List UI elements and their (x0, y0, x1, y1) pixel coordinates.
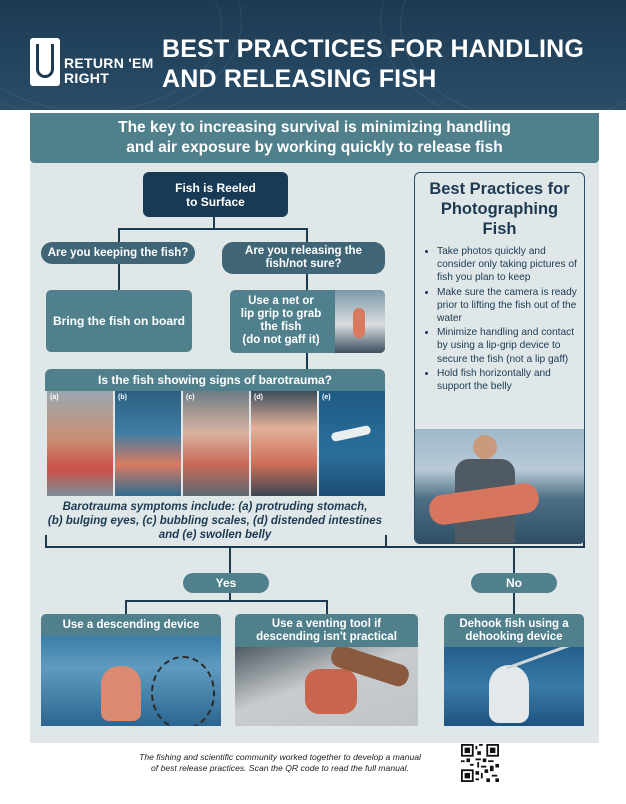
footer-text (120, 752, 440, 774)
barotrauma-photo-d (251, 391, 317, 496)
dehook-step (444, 614, 584, 647)
list-item: • Minimize handling and contact by using a lip-grip device to secure the fish (not a lip gaff) (437, 326, 583, 366)
qr-code-icon[interactable] (461, 744, 499, 782)
net-line-4: (do not gaff it) (242, 334, 320, 346)
symptoms-line-1: Barotrauma symptoms include: (a) protruding stomach, (62, 501, 368, 513)
start-line-1: Fish is Reeled (175, 180, 256, 195)
connector (118, 263, 120, 290)
connector (513, 593, 515, 614)
footer-line-1: The fishing and scientific community worked together to develop a manual (139, 752, 421, 762)
connector (306, 274, 308, 290)
fish-image (353, 308, 365, 338)
barotrauma-question-label: Is the fish showing signs of barotrauma? (97, 373, 333, 387)
list-item: • Hold fish horizontally and support the belly (437, 367, 583, 393)
title-line-1: BEST PRACTICES FOR HANDLING (162, 35, 585, 63)
photo-tips-sidebar (414, 172, 585, 544)
logo-text (64, 56, 154, 86)
key-message-banner (30, 113, 599, 163)
releasing-question (222, 242, 385, 274)
fish-image (101, 666, 141, 721)
bring-on-board-step (46, 290, 192, 352)
venting-line-1: Use a venting tool if (271, 617, 382, 630)
no-pill (471, 573, 557, 593)
yes-label: Yes (215, 576, 237, 590)
photo-label-d: (d) (254, 394, 263, 401)
net-line-2: lip grip to grab (240, 308, 322, 320)
barotrauma-photo-c (183, 391, 249, 496)
net-photo (335, 290, 385, 353)
descending-step (41, 614, 221, 636)
dehook-line-2: dehooking device (465, 630, 563, 643)
net-line-1: Use a net or (248, 295, 314, 307)
dehook-photo (444, 647, 584, 726)
connector (306, 353, 308, 369)
barotrauma-photo-e (319, 391, 385, 496)
footer-line-2: of best release practices. Scan the QR code to read the full manual. (151, 763, 409, 773)
barotrauma-photo-b (115, 391, 181, 496)
no-label: No (506, 576, 522, 590)
bring-on-board-label: Bring the fish on board (53, 314, 185, 328)
venting-step (235, 614, 418, 647)
fish-image (305, 669, 357, 714)
dehooker-image (506, 647, 573, 670)
yes-pill (183, 573, 269, 593)
logo-line-2: RIGHT (64, 70, 110, 86)
list-item: • Make sure the camera is ready prior to lifting the fish out of the water (437, 286, 583, 326)
symptoms-text (45, 500, 385, 542)
fish-image (331, 425, 372, 442)
releasing-line-1: Are you releasing the (245, 245, 362, 257)
dehook-line-1: Dehook fish using a (459, 617, 569, 630)
sidebar-list (425, 245, 583, 394)
net-image (151, 656, 215, 726)
connector (385, 535, 387, 547)
photo-label-e: (e) (322, 394, 331, 401)
barotrauma-question (45, 369, 385, 391)
connector (125, 600, 328, 602)
start-line-2: to Surface (186, 194, 245, 209)
connector (118, 228, 120, 242)
list-item: • Take photos quickly and consider only taking pictures of fish you plan to keep (437, 245, 583, 285)
symptoms-line-3: and (e) swollen belly (158, 529, 272, 541)
sidebar-title-line-1: Best Practices for (429, 180, 570, 198)
angler-photo (415, 429, 584, 544)
start-node (143, 172, 288, 217)
venting-line-2: descending isn't practical (256, 630, 397, 643)
photo-label-a: (a) (50, 394, 59, 401)
descending-label: Use a descending device (62, 619, 200, 631)
sidebar-title-line-3: Fish (482, 220, 517, 238)
barotrauma-photo-a (47, 391, 113, 496)
venting-photo (235, 647, 418, 726)
photo-label-c: (c) (186, 394, 195, 401)
title-line-2: AND RELEASING FISH (162, 65, 437, 93)
fish-image (489, 665, 529, 723)
sidebar-title (415, 179, 584, 239)
keeping-question (41, 242, 195, 264)
connector (326, 600, 328, 614)
photo-label-b: (b) (118, 394, 127, 401)
symptoms-line-2: (b) bulging eyes, (c) bubbling scales, (d) distended intestines (47, 515, 383, 527)
person-image (473, 435, 497, 459)
connector (125, 600, 127, 614)
banner-line-2: and air exposure by working quickly to release fish (126, 139, 503, 156)
connector (306, 228, 308, 242)
net-step-text (232, 295, 330, 347)
net-line-3: the fish (260, 321, 302, 333)
releasing-line-2: fish/not sure? (265, 258, 342, 270)
page-title (162, 34, 584, 94)
connector (513, 547, 515, 573)
descending-photo (41, 636, 221, 726)
connector (229, 547, 231, 573)
keeping-question-label: Are you keeping the fish? (47, 247, 189, 259)
sidebar-title-line-2: Photographing (440, 200, 559, 218)
hook-icon (36, 44, 54, 78)
banner-line-1: The key to increasing survival is minimizing handling (118, 119, 511, 136)
connector (118, 228, 308, 230)
connector (45, 546, 585, 548)
logo-line-1: RETURN 'EM (64, 55, 154, 71)
